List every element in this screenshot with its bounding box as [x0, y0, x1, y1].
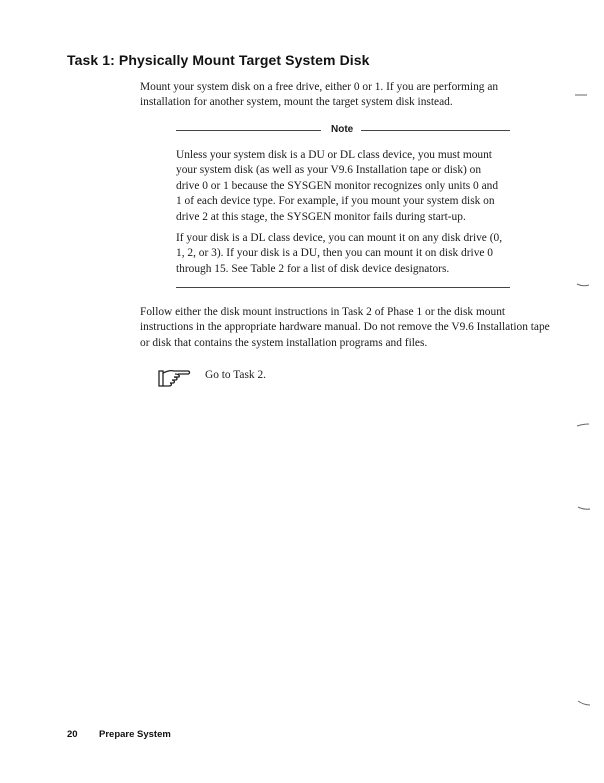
note-paragraph: If your disk is a DL class device, you can mount it on any disk drive (0, 1, 2, or 3). If your disk is a DU, then you can mount it on disk drive 0 through 15. See Table 2 for a list of disk device designators. [176, 232, 503, 275]
note-header [176, 123, 510, 137]
note-bottom-rule [176, 287, 510, 288]
note-label: Note [331, 124, 354, 135]
intro-paragraph: Mount your system disk on a free drive, either 0 or 1. If you are performing an installation for another system, mount the target system disk instead. [140, 81, 499, 109]
margin-mark [577, 505, 591, 511]
follow-paragraph: Follow either the disk mount instructions in Task 2 of Phase 1 or the disk mount instructions in the appropriate hardware manual. Do not remove the V9.6 Installation tape or disk that contains the system installation programs and files. [140, 306, 550, 349]
task-heading: Task 1: Physically Mount Target System Disk [67, 52, 370, 68]
note-rule-left [176, 130, 321, 131]
goto-text: Go to Task 2. [205, 369, 267, 381]
margin-mark [576, 422, 590, 428]
page-number: 20 [67, 729, 78, 740]
pointing-hand-icon [157, 367, 193, 389]
page-footer [67, 729, 171, 740]
margin-mark [577, 700, 591, 706]
note-paragraph: Unless your system disk is a DU or DL class device, you must mount your system disk (as well as your V9.6 Installation tape or disk) on drive 0 or 1 because the SYSGEN monitor recognizes only units 0 and 1 of each device type. For example, if you mount your system disk on drive 2 at this stage, the SYSGEN monitor fails during start-up. [176, 149, 499, 223]
note-rule-right [361, 130, 510, 131]
footer-section: Prepare System [99, 729, 171, 740]
margin-mark [574, 92, 588, 98]
margin-mark [576, 282, 590, 288]
